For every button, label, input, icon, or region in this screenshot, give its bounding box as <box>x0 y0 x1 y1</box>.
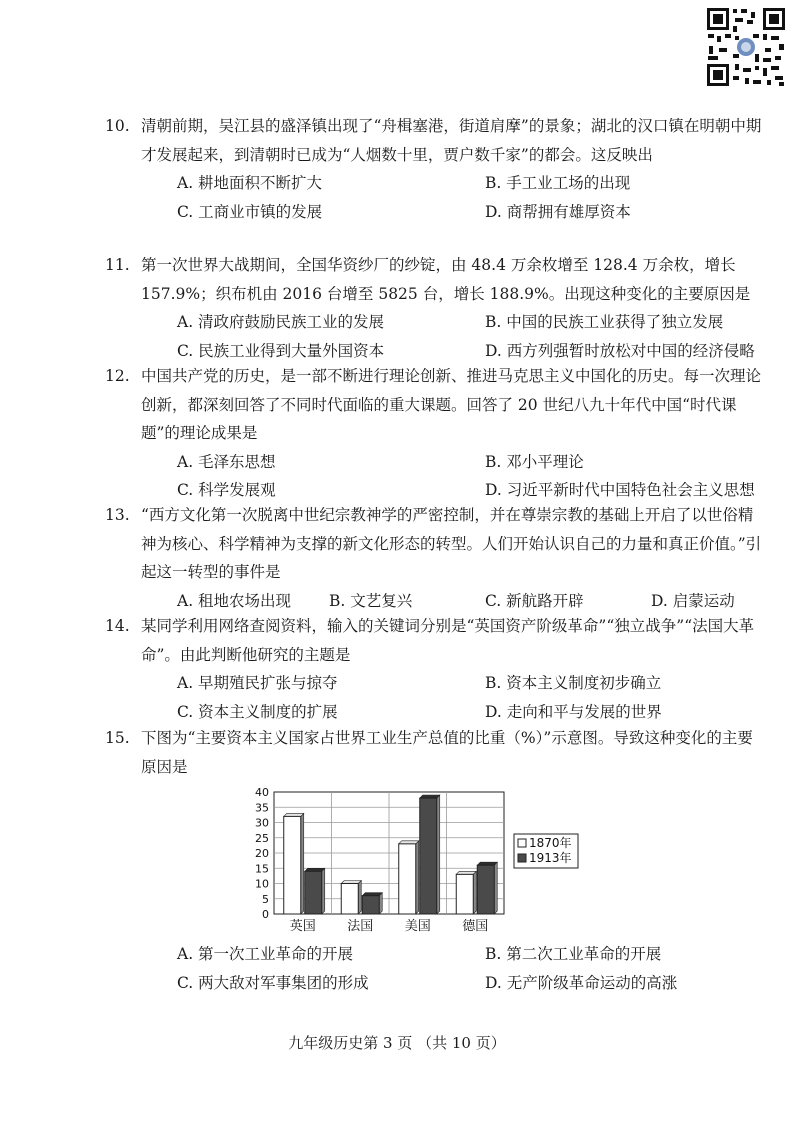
question-text: 某同学利用网络查阅资料，输入的关键词分别是“英国资产阶级革命”“独立战争”“法国大革命”。由此判断他研究的主题是 <box>141 617 755 664</box>
option-a[interactable]: A. 第一次工业革命的开展 <box>177 945 354 963</box>
option-a[interactable]: A. 早期殖民扩张与掠夺 <box>177 674 338 692</box>
question-text: 下图为“主要资本主义国家占世界工业生产总值的比重（%）”示意图。导致这种变化的主要原因是 <box>141 729 753 776</box>
option-d[interactable]: D. 走向和平与发展的世界 <box>485 702 662 721</box>
question-text: 清朝前期，吴江县的盛泽镇出现了“舟楫塞港，街道肩摩”的景象；湖北的汉口镇在明朝中期才发展起来，到清朝时已成为“人烟数十里，贾户数千家”的都会。这反映出 <box>141 117 762 164</box>
option-c[interactable]: C. 资本主义制度的扩展 <box>177 702 338 721</box>
option-c[interactable]: C. 两大敌对军事集团的形成 <box>177 973 369 992</box>
question-text: 中国共产党的历史，是一部不断进行理论创新、推进马克思主义中国化的历史。每一次理论创新，都深刻回答了不同时代面临的重大课题。回答了 20 世纪八九十年代中国“时代课题”的理论成果是 <box>141 367 762 442</box>
question-stem <box>105 612 765 669</box>
y-tick-label: 30 <box>255 816 269 830</box>
option-a[interactable]: A. 租地农场出现 <box>177 591 292 610</box>
page-footer: 九年级历史第 3 页 （共 10 页） <box>288 1034 506 1052</box>
question-stem <box>105 251 765 308</box>
options <box>105 448 765 505</box>
bar-1870年-美国 <box>399 844 416 914</box>
bar-1913年-德国 <box>477 865 494 914</box>
question-13 <box>105 501 765 615</box>
options <box>105 169 765 226</box>
legend-label: 1870年 <box>529 836 572 850</box>
industrial-output-bar-chart <box>240 784 600 934</box>
y-tick-label: 20 <box>255 847 269 860</box>
option-b[interactable]: B. 中国的民族工业获得了独立发展 <box>485 313 724 331</box>
option-d[interactable]: D. 无产阶级革命运动的高涨 <box>485 973 678 992</box>
option-a[interactable]: A. 毛泽东思想 <box>177 452 276 471</box>
question-11 <box>105 251 765 365</box>
option-b[interactable]: B. 资本主义制度初步确立 <box>485 674 662 692</box>
question-10 <box>105 112 765 226</box>
legend-swatch <box>518 839 526 847</box>
question-number: 14. <box>105 617 130 635</box>
question-12 <box>105 362 765 505</box>
question-text: “西方文化第一次脱离中世纪宗教神学的严密控制，并在尊崇宗教的基础上开启了以世俗精神为核心、科学精神为支撑的新文化形态的转型。人们开始认识自己的力量和真正价值。”引起这一转型的事件是 <box>141 506 762 581</box>
x-tick-label: 美国 <box>404 919 431 934</box>
question-stem <box>105 724 765 781</box>
question-number: 10. <box>105 117 130 135</box>
option-b[interactable]: B. 文艺复兴 <box>329 591 413 610</box>
option-c[interactable]: C. 民族工业得到大量外国资本 <box>177 341 385 360</box>
options <box>105 940 765 997</box>
question-stem <box>105 501 765 587</box>
qr-code-icon <box>705 6 787 88</box>
x-tick-label: 德国 <box>462 919 489 934</box>
option-c[interactable]: C. 工商业市镇的发展 <box>177 202 323 221</box>
options <box>105 669 765 726</box>
question-number: 15. <box>105 729 130 747</box>
options <box>105 308 765 365</box>
legend-swatch <box>518 854 526 862</box>
question-number: 13. <box>105 506 130 524</box>
option-b[interactable]: B. 第二次工业革命的开展 <box>485 945 662 963</box>
x-tick-label: 法国 <box>347 919 374 934</box>
bar-1870年-法国 <box>341 884 358 915</box>
option-d[interactable]: D. 习近平新时代中国特色社会主义思想 <box>485 481 755 499</box>
option-b[interactable]: B. 邓小平理论 <box>485 452 584 471</box>
x-tick-label: 英国 <box>289 919 316 934</box>
y-tick-label: 0 <box>262 908 269 921</box>
question-number: 11. <box>105 256 130 274</box>
y-tick-label: 25 <box>255 831 269 845</box>
question-stem <box>105 112 765 169</box>
bar-1870年-德国 <box>456 874 473 914</box>
option-b[interactable]: B. 手工业工场的出现 <box>485 174 631 192</box>
options <box>105 587 765 616</box>
question-text: 第一次世界大战期间，全国华资纱厂的纱锭，由 48.4 万余枚增至 128.4 万余枚，增长 157.9%；织布机由 2016 台增至 5825 台，增长 188.9%。出现这种变化的主要原因是 <box>141 256 751 303</box>
bar-1913年-美国 <box>420 798 437 914</box>
option-d[interactable]: D. 启蒙运动 <box>651 591 735 610</box>
bar-1870年-英国 <box>284 816 301 914</box>
option-a[interactable]: A. 耕地面积不断扩大 <box>177 174 323 192</box>
bar-1913年-法国 <box>362 896 379 914</box>
y-tick-label: 15 <box>255 862 269 876</box>
option-c[interactable]: C. 科学发展观 <box>177 481 276 499</box>
question-14 <box>105 612 765 726</box>
legend-label: 1913年 <box>529 851 572 865</box>
y-tick-label: 40 <box>255 786 269 799</box>
question-15-options <box>105 940 765 997</box>
option-a[interactable]: A. 清政府鼓励民族工业的发展 <box>177 313 385 331</box>
y-tick-label: 10 <box>255 877 269 891</box>
bar-1913年-英国 <box>305 871 322 914</box>
question-stem <box>105 362 765 448</box>
y-tick-label: 5 <box>262 892 269 906</box>
option-c[interactable]: C. 新航路开辟 <box>485 591 584 610</box>
option-d[interactable]: D. 商帮拥有雄厚资本 <box>485 202 631 221</box>
y-tick-label: 35 <box>255 801 269 815</box>
question-15 <box>105 724 765 781</box>
option-d[interactable]: D. 西方列强暂时放松对中国的经济侵略 <box>485 341 755 360</box>
question-number: 12. <box>105 367 130 385</box>
